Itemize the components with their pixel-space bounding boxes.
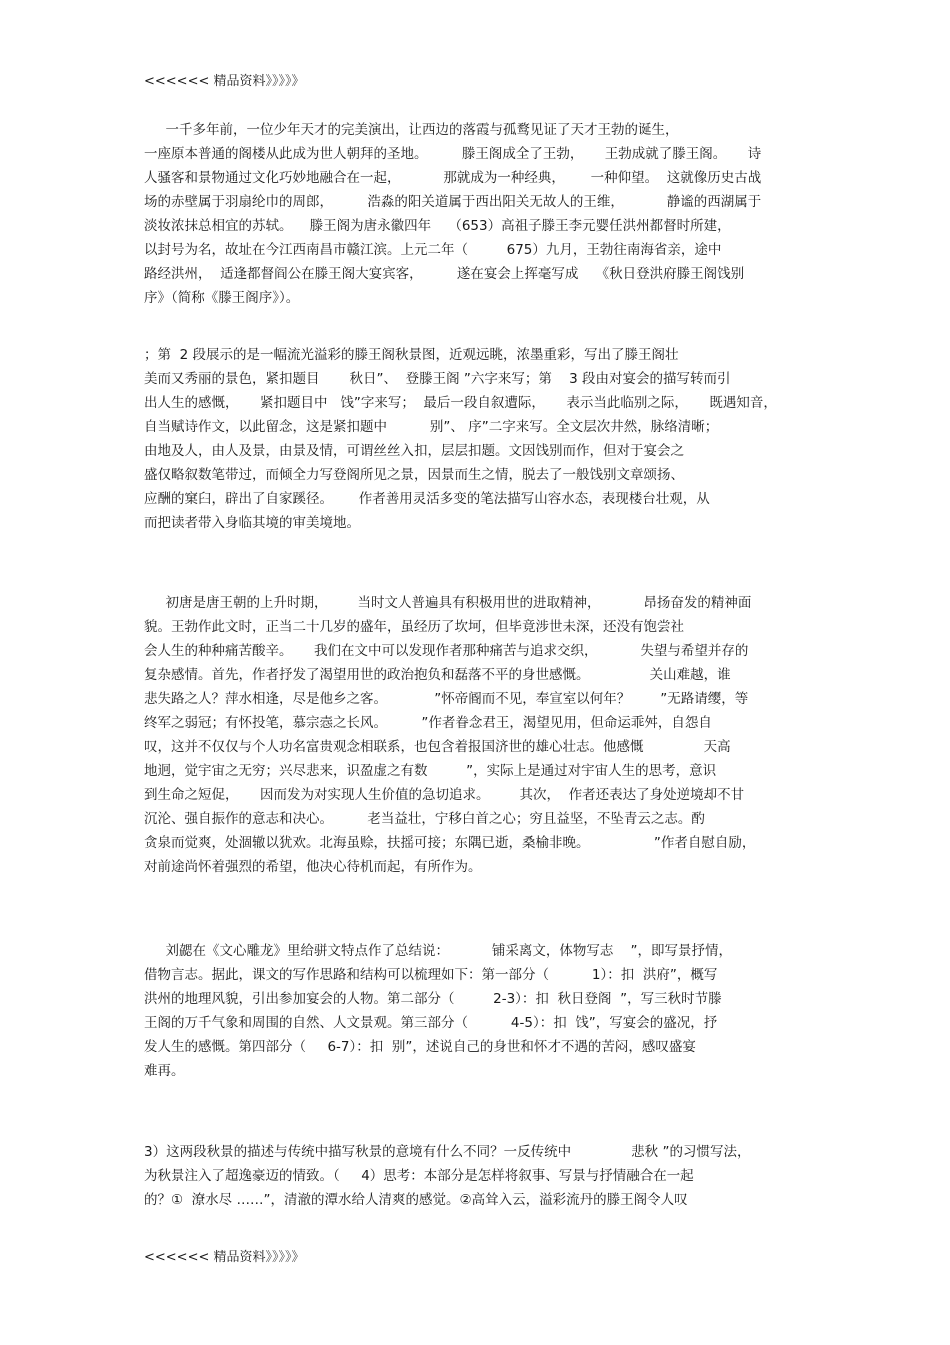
text-line: 刘勰在《文心雕龙》里给骈文特点作了总结说： 铺采离文，体物写志 ”，即写景抒情， bbox=[144, 943, 733, 959]
text-line: 盛仅略叙数笔带过，而倾全力写登阁所见之景，因景而生之情，脱去了一般饯别文章颂扬、 bbox=[144, 467, 684, 483]
text-line: 以封号为名，故址在今江西南昌市赣江滨。上元二年（ 675）九月，王勃往南海省亲，途中 bbox=[144, 242, 722, 258]
text-line: ；第 2 段展示的是一幅流光溢彩的滕王阁秋景图，近观远眺，浓墨重彩，写出了滕王阁壮 bbox=[144, 347, 679, 363]
text-line: 贪泉而觉爽，处涸辙以犹欢。北海虽赊，扶摇可接；东隅已逝，桑榆非晚。 ”作者自慰自励， bbox=[144, 835, 756, 851]
text-line: 而把读者带入身临其境的审美境地。 bbox=[144, 515, 360, 531]
footer-marker: <<<<<< 精品资料》》》》》 bbox=[144, 1250, 305, 1265]
paragraph-background bbox=[144, 591, 808, 879]
text-line: 一千多年前，一位少年天才的完美演出，让西边的落霞与孤鹜见证了天才王勃的诞生， bbox=[144, 122, 679, 138]
text-line: 场的赤壁属于羽扇纶巾的周郎， 浩淼的阳关道属于西出阳关无故人的王维， 静谧的西湖属于 bbox=[144, 194, 762, 210]
header-marker: <<<<<< 精品资料》》》》》 bbox=[144, 74, 305, 89]
text-line: 悲失路之人？萍水相逢，尽是他乡之客。 ”怀帝阍而不见，奉宣室以何年？ ”无路请缨，等 bbox=[144, 691, 749, 707]
paragraph-structure bbox=[144, 343, 808, 535]
text-line: 终军之弱冠；有怀投笔，慕宗悫之长风。 ”作者眷念君王，渴望见用，但命运乖舛，自怨自 bbox=[144, 715, 712, 731]
text-line: 路经洪州， 适逢都督阎公在滕王阁大宴宾客， 遂在宴会上挥毫写成 《秋日登洪府滕王阁饯别 bbox=[144, 266, 745, 282]
text-line: 出人生的感慨， 紧扣题目中 饯”字来写； 最后一段自叙遭际， 表示当此临别之际， 既遇知音， bbox=[144, 395, 777, 411]
text-line: 叹，这并不仅仅与个人功名富贵观念相联系，也包含着报国济世的雄心壮志。他感慨 天高 bbox=[144, 739, 731, 755]
text-line: 序》（简称《滕王阁序》）。 bbox=[144, 290, 300, 306]
text-line: 洪州的地理风貌，引出参加宴会的人物。第二部分（ 2-3）：扣 秋日登阁 ”，写三秋时节滕 bbox=[144, 991, 722, 1007]
text-line: 会人生的种种痛苦酸辛。 我们在文中可以发现作者那种痛苦与追求交织， 失望与希望并存的 bbox=[144, 643, 749, 659]
text-line: 人骚客和景物通过文化巧妙地融合在一起， 那就成为一种经典， 一种仰望。 这就像历史古战 bbox=[144, 170, 762, 186]
text-line: 为秋景注入了超逸豪迈的情致。（ 4）思考：本部分是怎样将叙事、写景与抒情融合在一起 bbox=[144, 1168, 694, 1184]
text-line: 美而又秀丽的景色，紧扣题目 秋日”、 登滕王阁 ”六字来写；第 3 段由对宴会的描写转而引 bbox=[144, 371, 731, 387]
text-line: 沉沦、强自振作的意志和决心。 老当益壮，宁移白首之心；穷且益坚，不坠青云之志。酌 bbox=[144, 811, 705, 827]
text-line: 由地及人，由人及景，由景及情，可谓丝丝入扣，层层扣题。文因饯别而作，但对于宴会之 bbox=[144, 443, 684, 459]
text-line: 地迥，觉宇宙之无穷；兴尽悲来，识盈虚之有数 ”，实际上是通过对宇宙人生的思考，意识 bbox=[144, 763, 717, 779]
text-line: 初唐是唐王朝的上升时期， 当时文人普遍具有积极用世的进取精神， 昂扬奋发的精神面 bbox=[144, 595, 752, 611]
text-line: 难再。 bbox=[144, 1063, 185, 1079]
text-line: 淡妆浓抹总相宜的苏轼。 滕王阁为唐永徽四年 （653）高祖子滕王李元婴任洪州都督时所建， bbox=[144, 218, 731, 234]
text-line: 一座原本普通的阁楼从此成为世人朝拜的圣地。 滕王阁成全了王勃， 王勃成就了滕王阁。 诗 bbox=[144, 146, 762, 162]
text-line: 自当赋诗作文，以此留念，这是紧扣题中 别”、 序”二字来写。全文层次井然，脉络清晰； bbox=[144, 419, 719, 435]
text-line: 发人生的感慨。第四部分（ 6-7）：扣 别”，述说自己的身世和怀才不遇的苦闷，感叹盛宴 bbox=[144, 1039, 696, 1055]
paragraph-outline bbox=[144, 939, 808, 1083]
paragraph-questions bbox=[144, 1140, 808, 1212]
text-line: 3）这两段秋景的描述与传统中描写秋景的意境有什么不同？一反传统中 悲秋 ”的习惯写法， bbox=[144, 1144, 751, 1160]
text-line: 对前途尚怀着强烈的希望，他决心待机而起，有所作为。 bbox=[144, 859, 482, 875]
text-line: 复杂感情。首先，作者抒发了渴望用世的政治抱负和磊落不平的身世感慨。 关山难越，谁 bbox=[144, 667, 731, 683]
text-line: 到生命之短促， 因而发为对实现人生价值的急切追求。 其次， 作者还表达了身处逆境却不甘 bbox=[144, 787, 745, 803]
text-line: 貌。王勃作此文时，正当二十几岁的盛年，虽经历了坎坷，但毕竟涉世未深，还没有饱尝社 bbox=[144, 619, 684, 635]
text-line: 应酬的窠臼，辟出了自家蹊径。 作者善用灵活多变的笔法描写山容水态，表现楼台壮观，从 bbox=[144, 491, 710, 507]
paragraph-intro bbox=[144, 118, 808, 310]
text-line: 的？① 潦水尽 ……”，清澈的潭水给人清爽的感觉。②高耸入云，溢彩流丹的滕王阁令人叹 bbox=[144, 1192, 688, 1208]
text-line: 借物言志。据此，课文的写作思路和结构可以梳理如下：第一部分（ 1）：扣 洪府”，概写 bbox=[144, 967, 718, 983]
text-line: 王阁的万千气象和周围的自然、人文景观。第三部分（ 4-5）：扣 饯”，写宴会的盛况，抒 bbox=[144, 1015, 718, 1031]
